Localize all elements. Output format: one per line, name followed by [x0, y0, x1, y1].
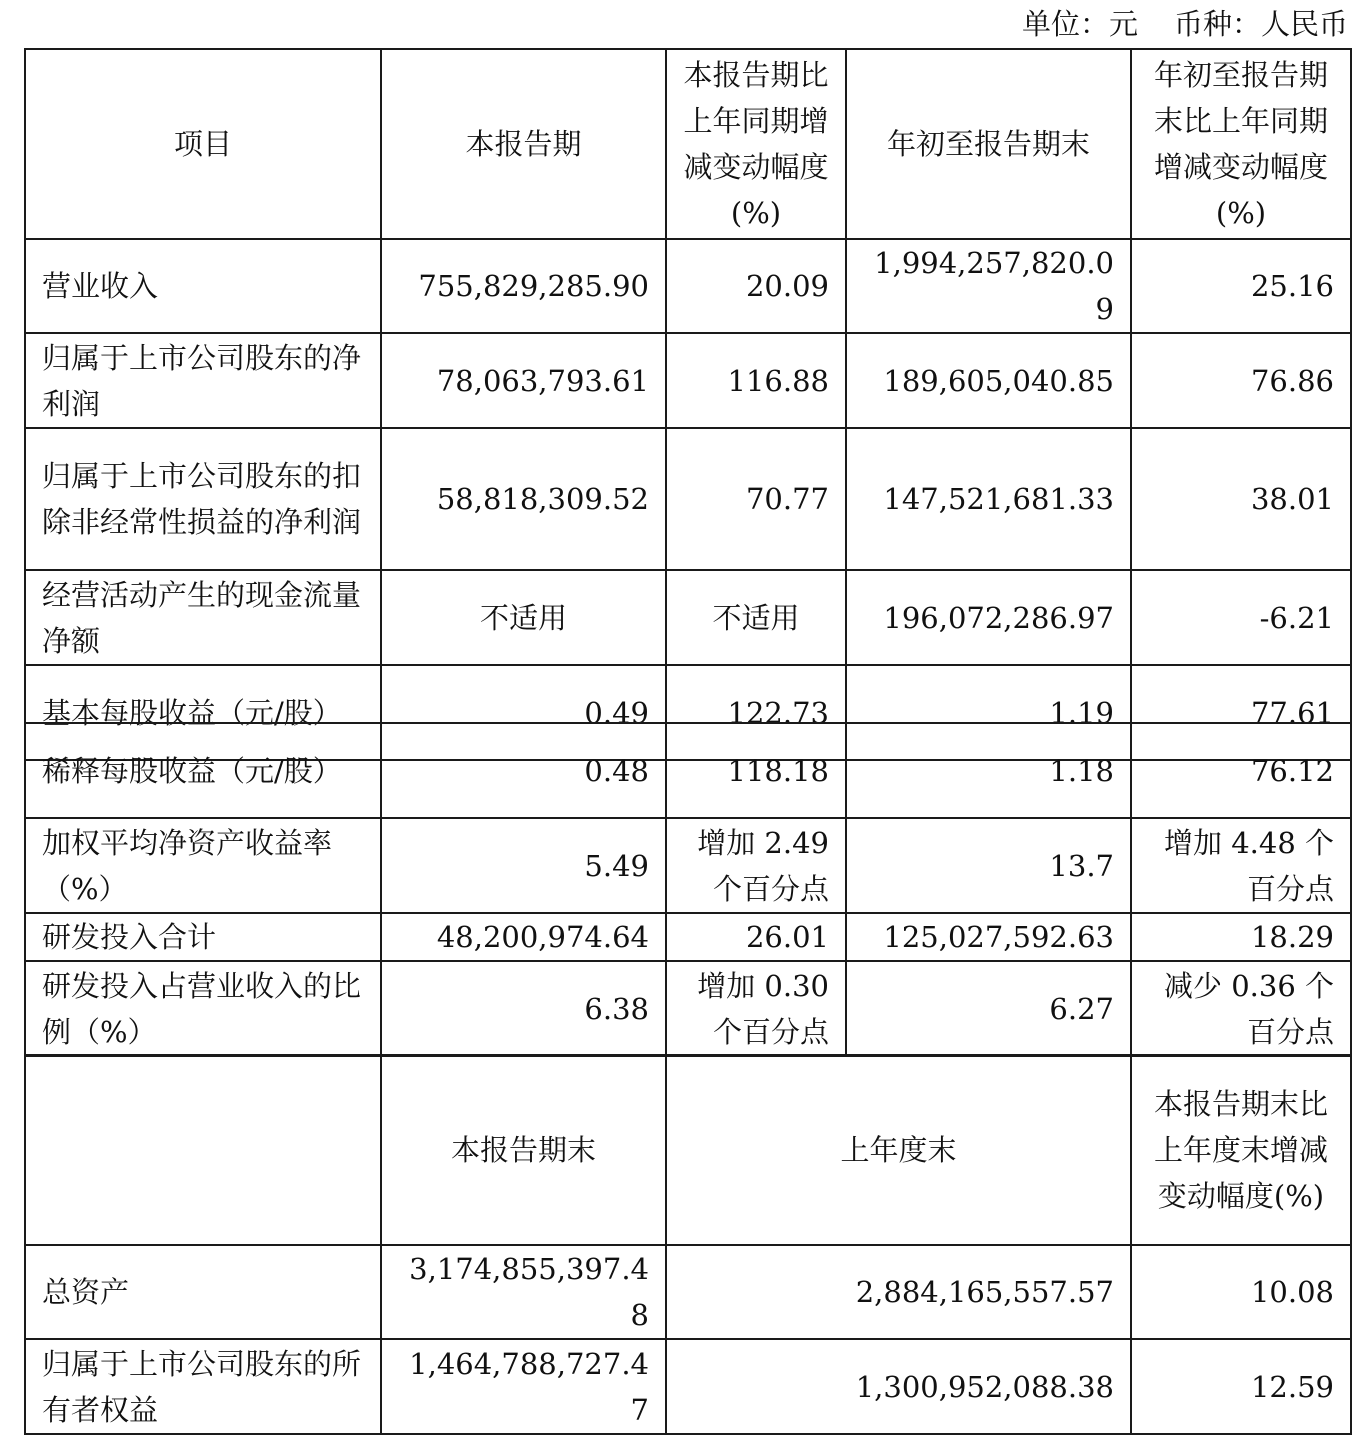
cell-ytd-change: 25.16	[1131, 239, 1351, 333]
financial-table-lower	[24, 1054, 1352, 1435]
header-current-change: 本报告期比上年同期增减变动幅度(%)	[666, 49, 846, 239]
financial-table-upper	[24, 48, 1352, 761]
cell-current: 0.49	[381, 665, 666, 760]
header-ytd: 年初至报告期末	[846, 49, 1131, 239]
table-row	[25, 818, 1351, 913]
table-row	[25, 239, 1351, 333]
cell-current: 不适用	[381, 570, 666, 665]
cell-current: 78,063,793.61	[381, 333, 666, 428]
header2-last-year-end: 上年度末	[666, 1055, 1131, 1245]
row-label: 研发投入合计	[25, 913, 381, 961]
table-row	[25, 961, 1351, 1056]
cell-current: 755,829,285.90	[381, 239, 666, 333]
cell-ytd-change: 76.12	[1131, 723, 1351, 818]
cell-ytd: 1.19	[846, 665, 1131, 760]
cell-ytd-change: 减少 0.36 个百分点	[1131, 961, 1351, 1056]
row-label: 营业收入	[25, 239, 381, 333]
cell-ytd-change: -6.21	[1131, 570, 1351, 665]
cell-period-end: 1,464,788,727.47	[381, 1339, 666, 1434]
cell-ytd: 13.7	[846, 818, 1131, 913]
cell-ytd-change: 76.86	[1131, 333, 1351, 428]
row-label: 经营活动产生的现金流量净额	[25, 570, 381, 665]
row-label: 归属于上市公司股东的所有者权益	[25, 1339, 381, 1434]
cell-current-change: 116.88	[666, 333, 846, 428]
cell-ytd-change: 38.01	[1131, 428, 1351, 570]
cell-current-change: 不适用	[666, 570, 846, 665]
cell-current-change: 70.77	[666, 428, 846, 570]
row-label: 基本每股收益（元/股）	[25, 665, 381, 760]
cell-current-change: 26.01	[666, 913, 846, 961]
header-item: 项目	[25, 49, 381, 239]
cell-last-year-end: 2,884,165,557.57	[666, 1245, 1131, 1339]
cell-current-change: 增加 2.49 个百分点	[666, 818, 846, 913]
cell-current-change: 增加 0.30 个百分点	[666, 961, 846, 1056]
header-current-period: 本报告期	[381, 49, 666, 239]
row-label: 加权平均净资产收益率（%）	[25, 818, 381, 913]
cell-ytd: 1.18	[846, 723, 1131, 818]
unit-currency-line	[1022, 4, 1348, 44]
cell-ytd: 125,027,592.63	[846, 913, 1131, 961]
table-row	[25, 333, 1351, 428]
currency-label: 币种：人民币	[1173, 7, 1348, 41]
cell-current: 5.49	[381, 818, 666, 913]
row-label: 总资产	[25, 1245, 381, 1339]
cell-current: 48,200,974.64	[381, 913, 666, 961]
cell-period-end: 3,174,855,397.48	[381, 1245, 666, 1339]
row-label: 稀释每股收益（元/股）	[25, 723, 381, 818]
header2-item	[25, 1055, 381, 1245]
financial-table-middle	[24, 722, 1352, 1057]
table-row	[25, 570, 1351, 665]
table-row	[25, 1339, 1351, 1434]
cell-ytd-change: 18.29	[1131, 913, 1351, 961]
header2-change: 本报告期末比上年度末增减变动幅度(%)	[1131, 1055, 1351, 1245]
cell-change: 12.59	[1131, 1339, 1351, 1434]
table-row	[25, 723, 1351, 818]
table-row	[25, 1245, 1351, 1339]
table-row	[25, 428, 1351, 570]
table-header-row	[25, 49, 1351, 239]
row-label: 研发投入占营业收入的比例（%）	[25, 961, 381, 1056]
cell-current-change: 118.18	[666, 723, 846, 818]
cell-current: 0.48	[381, 723, 666, 818]
cell-ytd-change: 增加 4.48 个百分点	[1131, 818, 1351, 913]
table-header-row	[25, 1055, 1351, 1245]
cell-ytd: 189,605,040.85	[846, 333, 1131, 428]
cell-change: 10.08	[1131, 1245, 1351, 1339]
cell-ytd: 6.27	[846, 961, 1131, 1056]
cell-current-change: 122.73	[666, 665, 846, 760]
cell-last-year-end: 1,300,952,088.38	[666, 1339, 1131, 1434]
cell-current-change: 20.09	[666, 239, 846, 333]
cell-ytd: 1,994,257,820.09	[846, 239, 1131, 333]
table-row	[25, 913, 1351, 961]
row-label: 归属于上市公司股东的扣除非经常性损益的净利润	[25, 428, 381, 570]
cell-ytd-change: 77.61	[1131, 665, 1351, 760]
header-ytd-change: 年初至报告期末比上年同期增减变动幅度(%)	[1131, 49, 1351, 239]
cell-ytd: 147,521,681.33	[846, 428, 1131, 570]
header2-period-end: 本报告期末	[381, 1055, 666, 1245]
row-label: 归属于上市公司股东的净利润	[25, 333, 381, 428]
unit-label: 单位：元	[1021, 7, 1138, 41]
cell-current: 58,818,309.52	[381, 428, 666, 570]
cell-current: 6.38	[381, 961, 666, 1056]
cell-ytd: 196,072,286.97	[846, 570, 1131, 665]
